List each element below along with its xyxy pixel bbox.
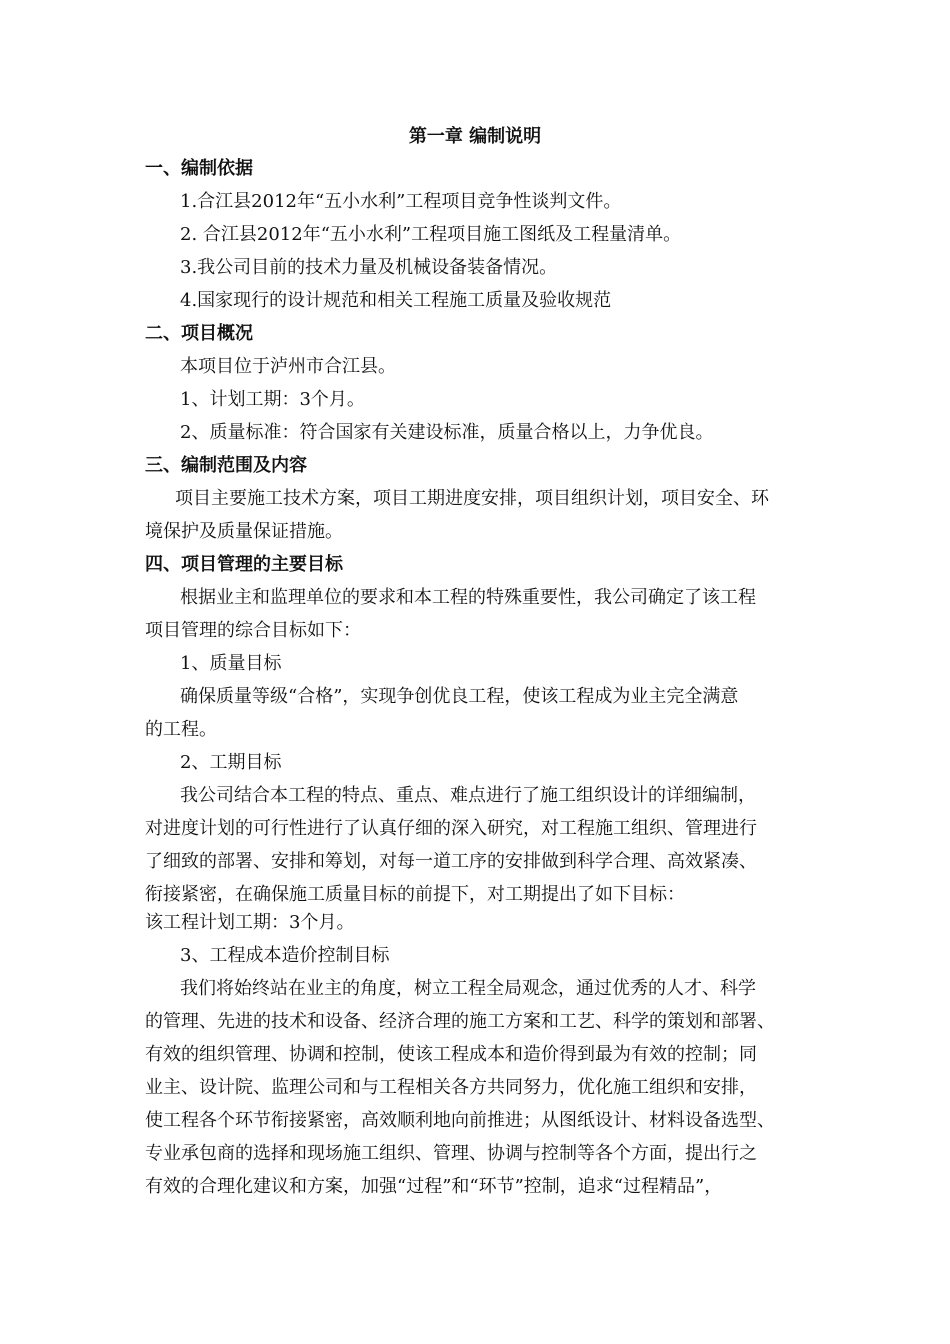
section-heading-overview: 二、项目概况	[145, 323, 253, 344]
cost-goal-title: 3、工程成本造价控制目标	[180, 945, 390, 966]
basis-item-2: 2. 合江县2012年“五小水利”工程项目施工图纸及工程量清单。	[180, 224, 682, 245]
cost-goal-line-1: 我们将始终站在业主的角度，树立工程全局观念，通过优秀的人才、科学	[180, 978, 756, 999]
scope-line-1: 项目主要施工技术方案，项目工期进度安排，项目组织计划，项目安全、环	[175, 488, 769, 509]
basis-item-1: 1.合江县2012年“五小水利”工程项目竞争性谈判文件。	[180, 191, 622, 212]
goals-intro-line-1: 根据业主和监理单位的要求和本工程的特殊重要性，我公司确定了该工程	[180, 587, 756, 608]
cost-goal-line-6: 专业承包商的选择和现场施工组织、管理、协调与控制等各个方面，提出行之	[145, 1143, 757, 1164]
section-heading-basis: 一、编制依据	[145, 158, 253, 179]
quality-goal-line-1: 确保质量等级“合格”，实现争创优良工程，使该工程成为业主完全满意	[180, 686, 739, 707]
schedule-goal-line-4: 衔接紧密，在确保施工质量目标的前提下，对工期提出了如下目标：	[145, 884, 685, 905]
cost-goal-line-3: 有效的组织管理、协调和控制，使该工程成本和造价得到最为有效的控制；同	[145, 1044, 757, 1065]
goals-intro-line-2: 项目管理的综合目标如下：	[145, 620, 361, 641]
schedule-goal-line-3: 了细致的部署、安排和筹划，对每一道工序的安排做到科学合理、高效紧凑、	[145, 851, 757, 872]
schedule-goal-line-2: 对进度计划的可行性进行了认真仔细的深入研究，对工程施工组织、管理进行	[145, 818, 757, 839]
quality-goal-line-2: 的工程。	[145, 719, 217, 740]
quality-goal-title: 1、质量目标	[180, 653, 282, 674]
cost-goal-line-4: 业主、设计院、监理公司和与工程相关各方共同努力，优化施工组织和安排，	[145, 1077, 757, 1098]
section-heading-scope: 三、编制范围及内容	[145, 455, 307, 476]
cost-goal-line-5: 使工程各个环节衔接紧密，高效顺利地向前推进；从图纸设计、材料设备选型、	[145, 1110, 775, 1131]
cost-goal-line-7: 有效的合理化建议和方案，加强“过程”和“环节”控制，追求“过程精品”，	[145, 1176, 723, 1197]
schedule-goal-line-1: 我公司结合本工程的特点、重点、难点进行了施工组织设计的详细编制，	[180, 785, 756, 806]
cost-goal-line-2: 的管理、先进的技术和设备、经济合理的施工方案和工艺、科学的策划和部署、	[145, 1011, 775, 1032]
section-heading-goals: 四、项目管理的主要目标	[145, 554, 343, 575]
schedule-goal-line-5: 该工程计划工期：3个月。	[145, 912, 355, 933]
overview-line-2: 1、计划工期：3个月。	[180, 389, 365, 410]
chapter-title: 第一章 编制说明	[408, 126, 542, 147]
overview-line-1: 本项目位于泸州市合江县。	[180, 356, 396, 377]
schedule-goal-title: 2、工期目标	[180, 752, 282, 773]
overview-line-3: 2、质量标准：符合国家有关建设标准，质量合格以上，力争优良。	[180, 422, 714, 443]
basis-item-4: 4.国家现行的设计规范和相关工程施工质量及验收规范	[180, 290, 612, 311]
basis-item-3: 3.我公司目前的技术力量及机械设备装备情况。	[180, 257, 558, 278]
scope-line-2: 境保护及质量保证措施。	[145, 521, 343, 542]
